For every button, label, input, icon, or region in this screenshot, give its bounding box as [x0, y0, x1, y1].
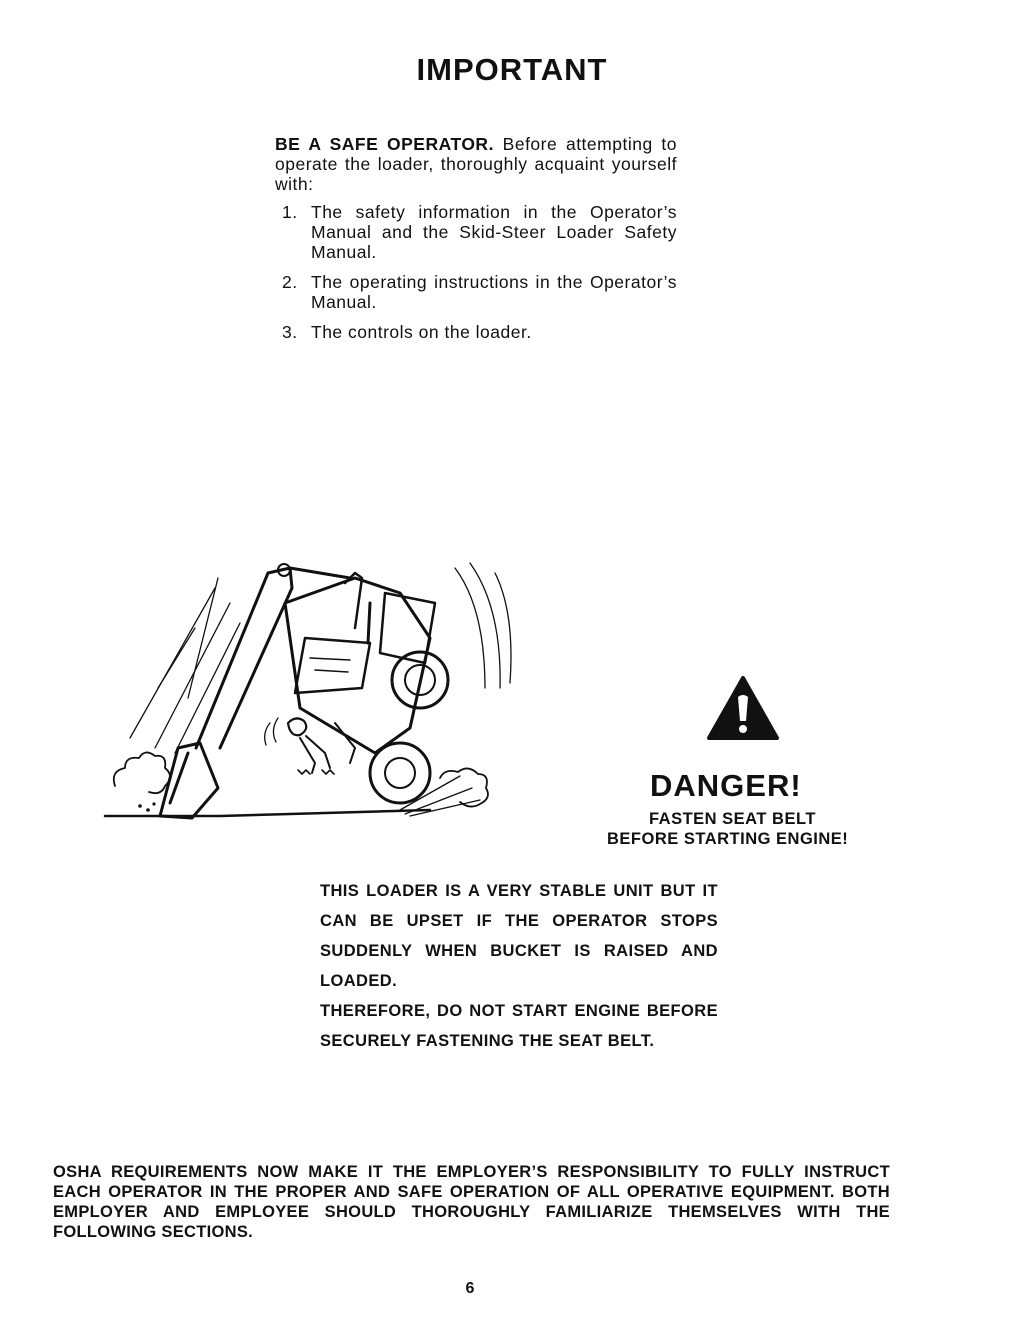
list-item-number: 1.	[282, 202, 298, 222]
list-item	[282, 322, 677, 342]
tipping-loader-illustration	[100, 548, 530, 828]
danger-line-1: FASTEN SEAT BELT	[649, 810, 816, 828]
list-item	[282, 272, 677, 312]
danger-line-2: BEFORE STARTING ENGINE!	[607, 830, 849, 848]
list-item-text: The safety information in the Operator’s Manual and the Skid-Steer Loader Safety Manual.	[311, 202, 677, 262]
list-item	[282, 202, 677, 262]
osha-requirements: OSHA REQUIREMENTS NOW MAKE IT THE EMPLOYER’S RESPONSIBILITY TO FULLY INSTRUCT EACH OPERATOR IN THE PROPER AND SAFE OPERATION OF ALL OPERATIVE EQUIPMENT. BOTH EMPLOYER AND EMPLOYEE SHOULD THOROUGHLY FAMILIARIZE THEMSELVES WITH THE FOLLOWING SECTIONS.	[53, 1163, 890, 1241]
list-item-text: The controls on the loader.	[311, 322, 532, 342]
list-item-number: 3.	[282, 322, 298, 342]
therefore-paragraph: THEREFORE, DO NOT START ENGINE BEFORE SECURELY FASTENING THE SEAT BELT.	[320, 1002, 718, 1050]
page-number: 6	[465, 1280, 475, 1297]
danger-title: DANGER!	[650, 768, 802, 803]
list-item-number: 2.	[282, 272, 298, 292]
page-title: IMPORTANT	[416, 52, 608, 87]
list-item-text: The operating instructions in the Operator’s Manual.	[311, 272, 677, 312]
intro-lead: BE A SAFE OPERATOR.	[275, 134, 494, 154]
intro-text: Before attempting to operate the loader, thoroughly acquaint yourself with:	[275, 134, 677, 194]
acquaint-list	[282, 202, 677, 352]
warning-triangle-icon	[706, 675, 780, 741]
stability-paragraph: THIS LOADER IS A VERY STABLE UNIT BUT IT CAN BE UPSET IF THE OPERATOR STOPS SUDDENLY WHEN BUCKET IS RAISED AND LOADED.	[320, 882, 718, 990]
stability-warning	[320, 876, 718, 1056]
intro-paragraph	[275, 134, 677, 194]
